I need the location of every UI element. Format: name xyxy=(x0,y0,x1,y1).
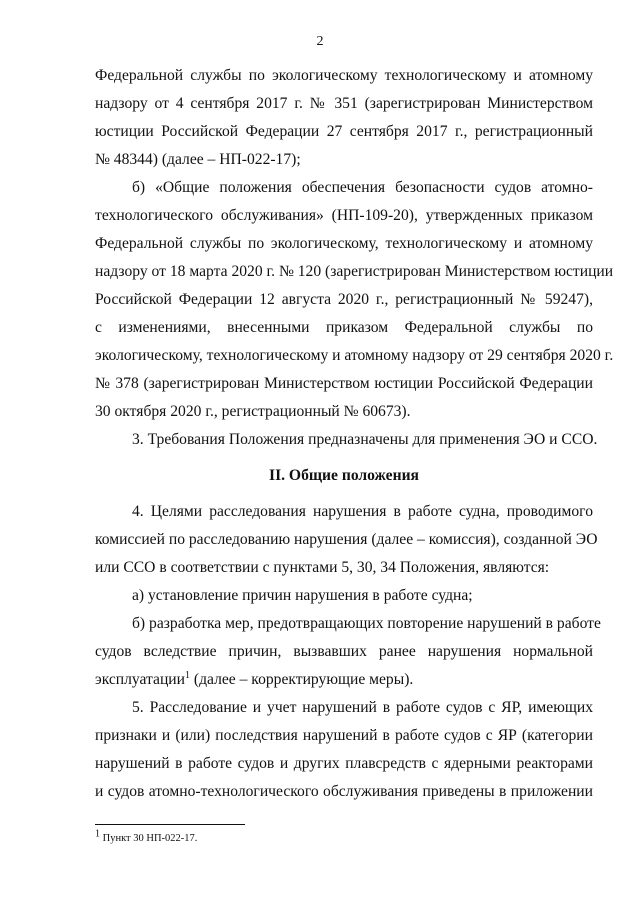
text-line xyxy=(95,670,593,690)
text-line: надзору от 4 сентября 2017 г. № 351 (зарегистрирован Министерством xyxy=(95,95,593,112)
text-line: судов вследствие причин, вызвавших ранее нарушения нормальной xyxy=(95,643,593,660)
text-line: и судов атомно-технологического обслуживания приведены в приложении xyxy=(95,783,593,800)
text-line: юстиции Российской Федерации 27 сентября 2017 г., регистрационный xyxy=(95,123,593,140)
text-line: 3. Требования Положения предназначены для применения ЭО и ССО. xyxy=(132,431,598,448)
text-span: (далее – корректирующие меры). xyxy=(190,671,414,688)
footnote-separator xyxy=(95,824,245,825)
text-line: надзору от 18 марта 2020 г. № 120 (зарегистрирован Министерством юстиции xyxy=(95,263,614,280)
list-item: а) установление причин нарушения в работе судна; xyxy=(132,587,473,604)
text-line: признаки и (или) последствия нарушений в работе судов с ЯР (категории xyxy=(95,727,593,744)
text-line: нарушений в работе судов и других плавсредств с ядерными реакторами xyxy=(95,755,593,772)
text-line: комиссией по расследованию нарушения (далее – комиссия), созданной ЭО xyxy=(95,531,598,548)
text-line: б) «Общие положения обеспечения безопасности судов атомно- xyxy=(132,179,593,196)
section-heading: II. Общие положения xyxy=(269,467,419,484)
text-line: 30 октября 2020 г., регистрационный № 60673). xyxy=(95,403,411,420)
page-number: 2 xyxy=(316,34,324,49)
text-line: Федеральной службы по экологическому, технологическому и атомному xyxy=(95,235,593,252)
footnote-text: Пункт 30 НП-022-17. xyxy=(100,833,198,844)
text-line: № 378 (зарегистрирован Министерством юстиции Российской Федерации xyxy=(95,375,593,392)
text-line: с изменениями, внесенными приказом Федеральной службы по xyxy=(95,319,593,336)
text-line: экологическому, технологическому и атомному надзору от 29 сентября 2020 г. xyxy=(95,347,614,364)
text-line: 4. Целями расследования нарушения в работе судна, проводимого xyxy=(132,503,593,520)
footnote-ref: 1 xyxy=(185,669,190,681)
footnote-marker: 1 xyxy=(95,828,100,840)
text-line: или ССО в соответствии с пунктами 5, 30, 34 Положения, являются: xyxy=(95,559,550,576)
text-line: Российской Федерации 12 августа 2020 г., регистрационный № 59247), xyxy=(95,291,593,308)
footnote xyxy=(95,828,198,846)
text-line: Федеральной службы по экологическому технологическому и атомному xyxy=(95,67,593,84)
text-line: № 48344) (далее – НП-022-17); xyxy=(95,151,301,168)
text-line: технологического обслуживания» (НП-109-20), утвержденных приказом xyxy=(95,207,593,224)
text-line: 5. Расследование и учет нарушений в работе судов с ЯР, имеющих xyxy=(132,699,593,716)
text-span: эксплуатации xyxy=(95,671,185,688)
list-item: б) разработка мер, предотвращающих повторение нарушений в работе xyxy=(132,615,601,632)
